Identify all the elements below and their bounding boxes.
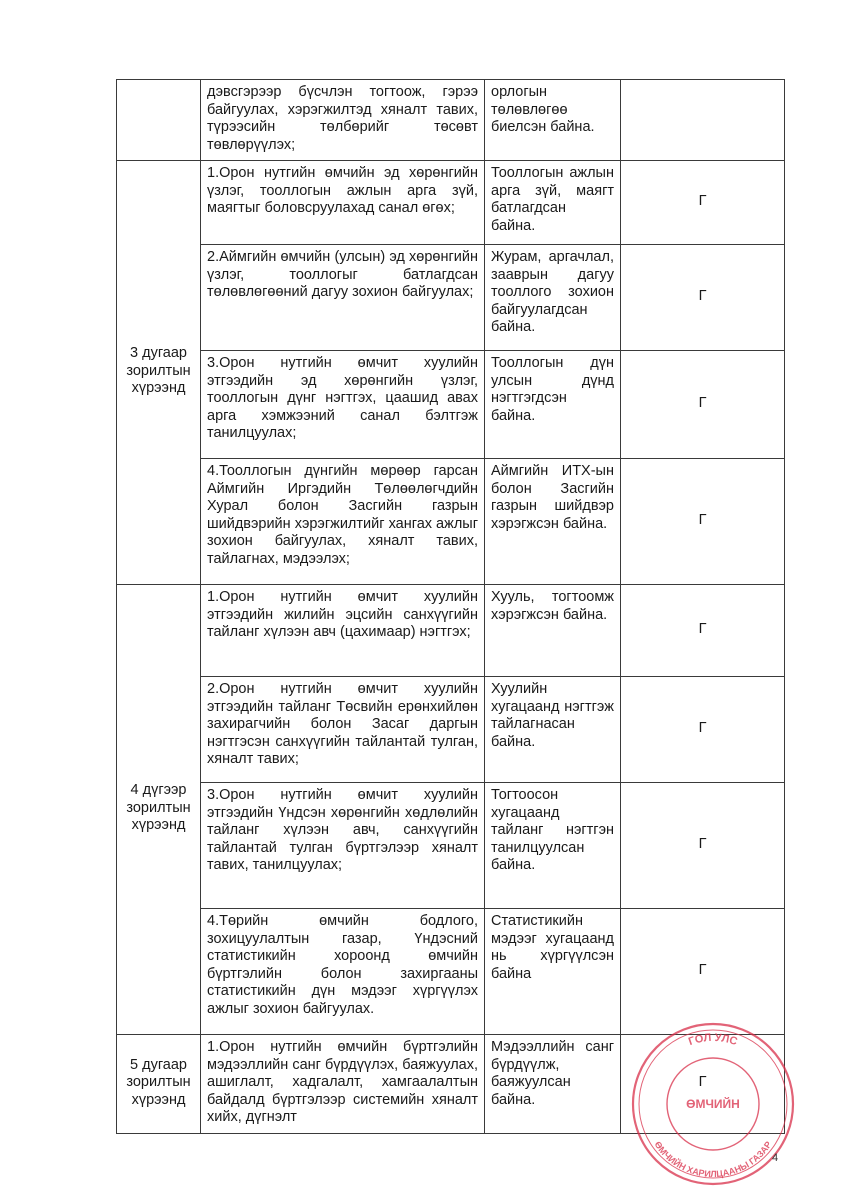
- result-cell: Хууль, тогтоомж хэрэгжсэн байна.: [485, 585, 621, 677]
- mark-cell: Г: [621, 161, 785, 245]
- mark-cell: Г: [621, 245, 785, 351]
- table-row: [117, 909, 785, 1035]
- mark-cell: Г: [621, 1035, 785, 1134]
- activity-cell: 2.Орон нутгийн өмчит хуулийн этгээдийн тайланг Төсвийн ерөнхийлөн захирагчийн болон Засаг даргын нэгтгэсэн санхүүгийн тайлантай тулган, хяналт тавих;: [201, 677, 485, 783]
- goal-cell: [117, 80, 201, 161]
- mark-cell: Г: [621, 351, 785, 459]
- mark-cell: Г: [621, 585, 785, 677]
- table-row: [117, 677, 785, 783]
- mark-cell: [621, 80, 785, 161]
- table-row: [117, 1035, 785, 1134]
- activity-cell: 4.Төрийн өмчийн бодлого, зохицуулалтын газар, Үндэсний статистикийн хороонд өмчийн бүртгэлийн болон захиргааны статистикийн дүн мэдээг хүргүүлэх ажлыг зохион байгуулах.: [201, 909, 485, 1035]
- goal-cell: 5 дугаар зорилтын хүрээнд: [117, 1035, 201, 1134]
- result-cell: Хуулийн хугацаанд нэгтгэж тайлагнасан байна.: [485, 677, 621, 783]
- plan-table: [116, 79, 785, 1134]
- activity-cell: 3.Орон нутгийн өмчит хуулийн этгээдийн эд хөрөнгийн үзлэг, тооллогын дүнг нэгтгэх, цаашид авах арга хэмжээний санал бэлтгэж танилцуулах;: [201, 351, 485, 459]
- table-row: [117, 459, 785, 585]
- goal-cell: 4 дүгээр зорилтын хүрээнд: [117, 585, 201, 1035]
- mark-cell: Г: [621, 783, 785, 909]
- result-cell: Тооллогын ажлын арга зүй, маягт батлагдсан байна.: [485, 161, 621, 245]
- activity-cell: 1.Орон нутгийн өмчийн эд хөрөнгийн үзлэг, тооллогын ажлын арга зүй, маягтыг боловсруулахад санал өгөх;: [201, 161, 485, 245]
- activity-cell: 4.Тооллогын дүнгийн мөрөөр гарсан Аймгийн Иргэдийн Төлөөлөгчдийн Хурал болон Засгийн газрын шийдвэрийн хэрэгжилтийг хангах ажлыг зохион байгуулах, хяналт тавих, тайлагнах, мэдээлэх;: [201, 459, 485, 585]
- goal-cell: 3 дугаар зорилтын хүрээнд: [117, 161, 201, 585]
- result-cell: Аймгийн ИТХ-ын болон Засгийн газрын шийдвэр хэрэгжсэн байна.: [485, 459, 621, 585]
- table-row: [117, 783, 785, 909]
- table-row: [117, 80, 785, 161]
- result-cell: орлогын төлөвлөгөө биелсэн байна.: [485, 80, 621, 161]
- activity-cell: 3.Орон нутгийн өмчит хуулийн этгээдийн Үндсэн хөрөнгийн хөдлөлийн тайланг хүлээн авч, санхүүгийн тайлантай тулган бүртгэлээр хяналт тавих, танилцуулах;: [201, 783, 485, 909]
- svg-text:ГОЛ УЛС: ГОЛ УЛС: [687, 1031, 739, 1049]
- result-cell: Тогтоосон хугацаанд тайланг нэгтгэн танилцуулсан байна.: [485, 783, 621, 909]
- table-row: [117, 245, 785, 351]
- svg-text:ӨМЧИЙН: ӨМЧИЙН: [686, 1097, 740, 1111]
- page-number: 4: [772, 1152, 779, 1164]
- table-row: [117, 351, 785, 459]
- activity-cell: 1.Орон нутгийн өмчит хуулийн этгээдийн жилийн эцсийн санхүүгийн тайланг хүлээн авч (цахимаар) нэгтгэх;: [201, 585, 485, 677]
- svg-text:ӨМЧИЙН ХАРИЛЦААНЫ ГАЗАР: ӨМЧИЙН ХАРИЛЦААНЫ ГАЗАР: [652, 1139, 774, 1180]
- table-row: [117, 585, 785, 677]
- activity-cell: 2.Аймгийн өмчийн (улсын) эд хөрөнгийн үзлэг, тооллогыг батлагдсан төлөвлөгөөний дагуу зохион байгуулах;: [201, 245, 485, 351]
- mark-cell: Г: [621, 459, 785, 585]
- result-cell: Мэдээллийн санг бүрдүүлж, баяжуулсан байна.: [485, 1035, 621, 1134]
- table-row: [117, 161, 785, 245]
- result-cell: Тооллогын дүн улсын дүнд нэгтгэгдсэн байна.: [485, 351, 621, 459]
- activity-cell: дэвсгэрээр бүсчлэн тогтоож, гэрээ байгуулах, хэрэгжилтэд хяналт тавих, түрээсийн төлбөрийг төсөвт төвлөрүүлэх;: [201, 80, 485, 161]
- mark-cell: Г: [621, 677, 785, 783]
- result-cell: Статистикийн мэдээг хугацаанд нь хүргүүлсэн байна: [485, 909, 621, 1035]
- activity-cell: 1.Орон нутгийн өмчийн бүртгэлийн мэдээллийн санг бүрдүүлэх, баяжуулах, ашиглалт, хадгалалт, хамгаалалтын байдалд бүртгэлээр системийн хяналт хийх, дүгнэлт: [201, 1035, 485, 1134]
- mark-cell: Г: [621, 909, 785, 1035]
- result-cell: Журам, аргачлал, зааврын дагуу тооллого зохион байгуулагдсан байна.: [485, 245, 621, 351]
